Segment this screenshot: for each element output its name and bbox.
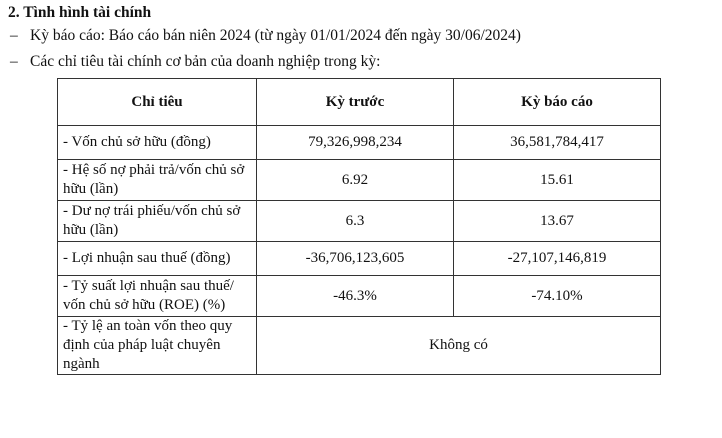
- table-row: [58, 242, 661, 276]
- table-row: [58, 126, 661, 160]
- current-value: 36,581,784,417: [454, 126, 661, 160]
- table-row: [58, 276, 661, 317]
- header-previous-period: Kỳ trước: [257, 79, 454, 126]
- section-title: 2. Tình hình tài chính: [8, 4, 152, 21]
- report-period-line: [10, 27, 521, 45]
- table-row: [58, 201, 661, 242]
- row-label: - Tỷ lệ an toàn vốn theo quy định của pháp luật chuyên ngành: [58, 317, 257, 375]
- current-value: -74.10%: [454, 276, 661, 317]
- previous-value: -46.3%: [257, 276, 454, 317]
- dash-bullet: –: [10, 27, 18, 44]
- current-value: -27,107,146,819: [454, 242, 661, 276]
- table-header-row: [58, 79, 661, 126]
- previous-value: 79,326,998,234: [257, 126, 454, 160]
- row-label: - Hệ số nợ phải trả/vốn chủ sở hữu (lần): [58, 160, 257, 201]
- table-row: [58, 317, 661, 375]
- previous-value: -36,706,123,605: [257, 242, 454, 276]
- row-label: - Lợi nhuận sau thuế (đồng): [58, 242, 257, 276]
- table-row: [58, 160, 661, 201]
- financial-table: [57, 78, 661, 375]
- current-value: 15.61: [454, 160, 661, 201]
- intro-line: [10, 53, 380, 71]
- previous-value: 6.92: [257, 160, 454, 201]
- previous-value: 6.3: [257, 201, 454, 242]
- intro-text: Các chỉ tiêu tài chính cơ bản của doanh nghiệp trong kỳ:: [30, 53, 381, 70]
- dash-bullet: –: [10, 53, 18, 70]
- row-label: - Vốn chủ sở hữu (đồng): [58, 126, 257, 160]
- header-report-period: Kỳ báo cáo: [454, 79, 661, 126]
- merged-value: Không có: [257, 317, 661, 375]
- row-label: - Dư nợ trái phiếu/vốn chủ sở hữu (lần): [58, 201, 257, 242]
- row-label: - Tỷ suất lợi nhuận sau thuế/ vốn chủ sở hữu (ROE) (%): [58, 276, 257, 317]
- header-indicator: Chỉ tiêu: [58, 79, 257, 126]
- current-value: 13.67: [454, 201, 661, 242]
- report-period-text: Kỳ báo cáo: Báo cáo bán niên 2024 (từ ngày 01/01/2024 đến ngày 30/06/2024): [30, 27, 521, 44]
